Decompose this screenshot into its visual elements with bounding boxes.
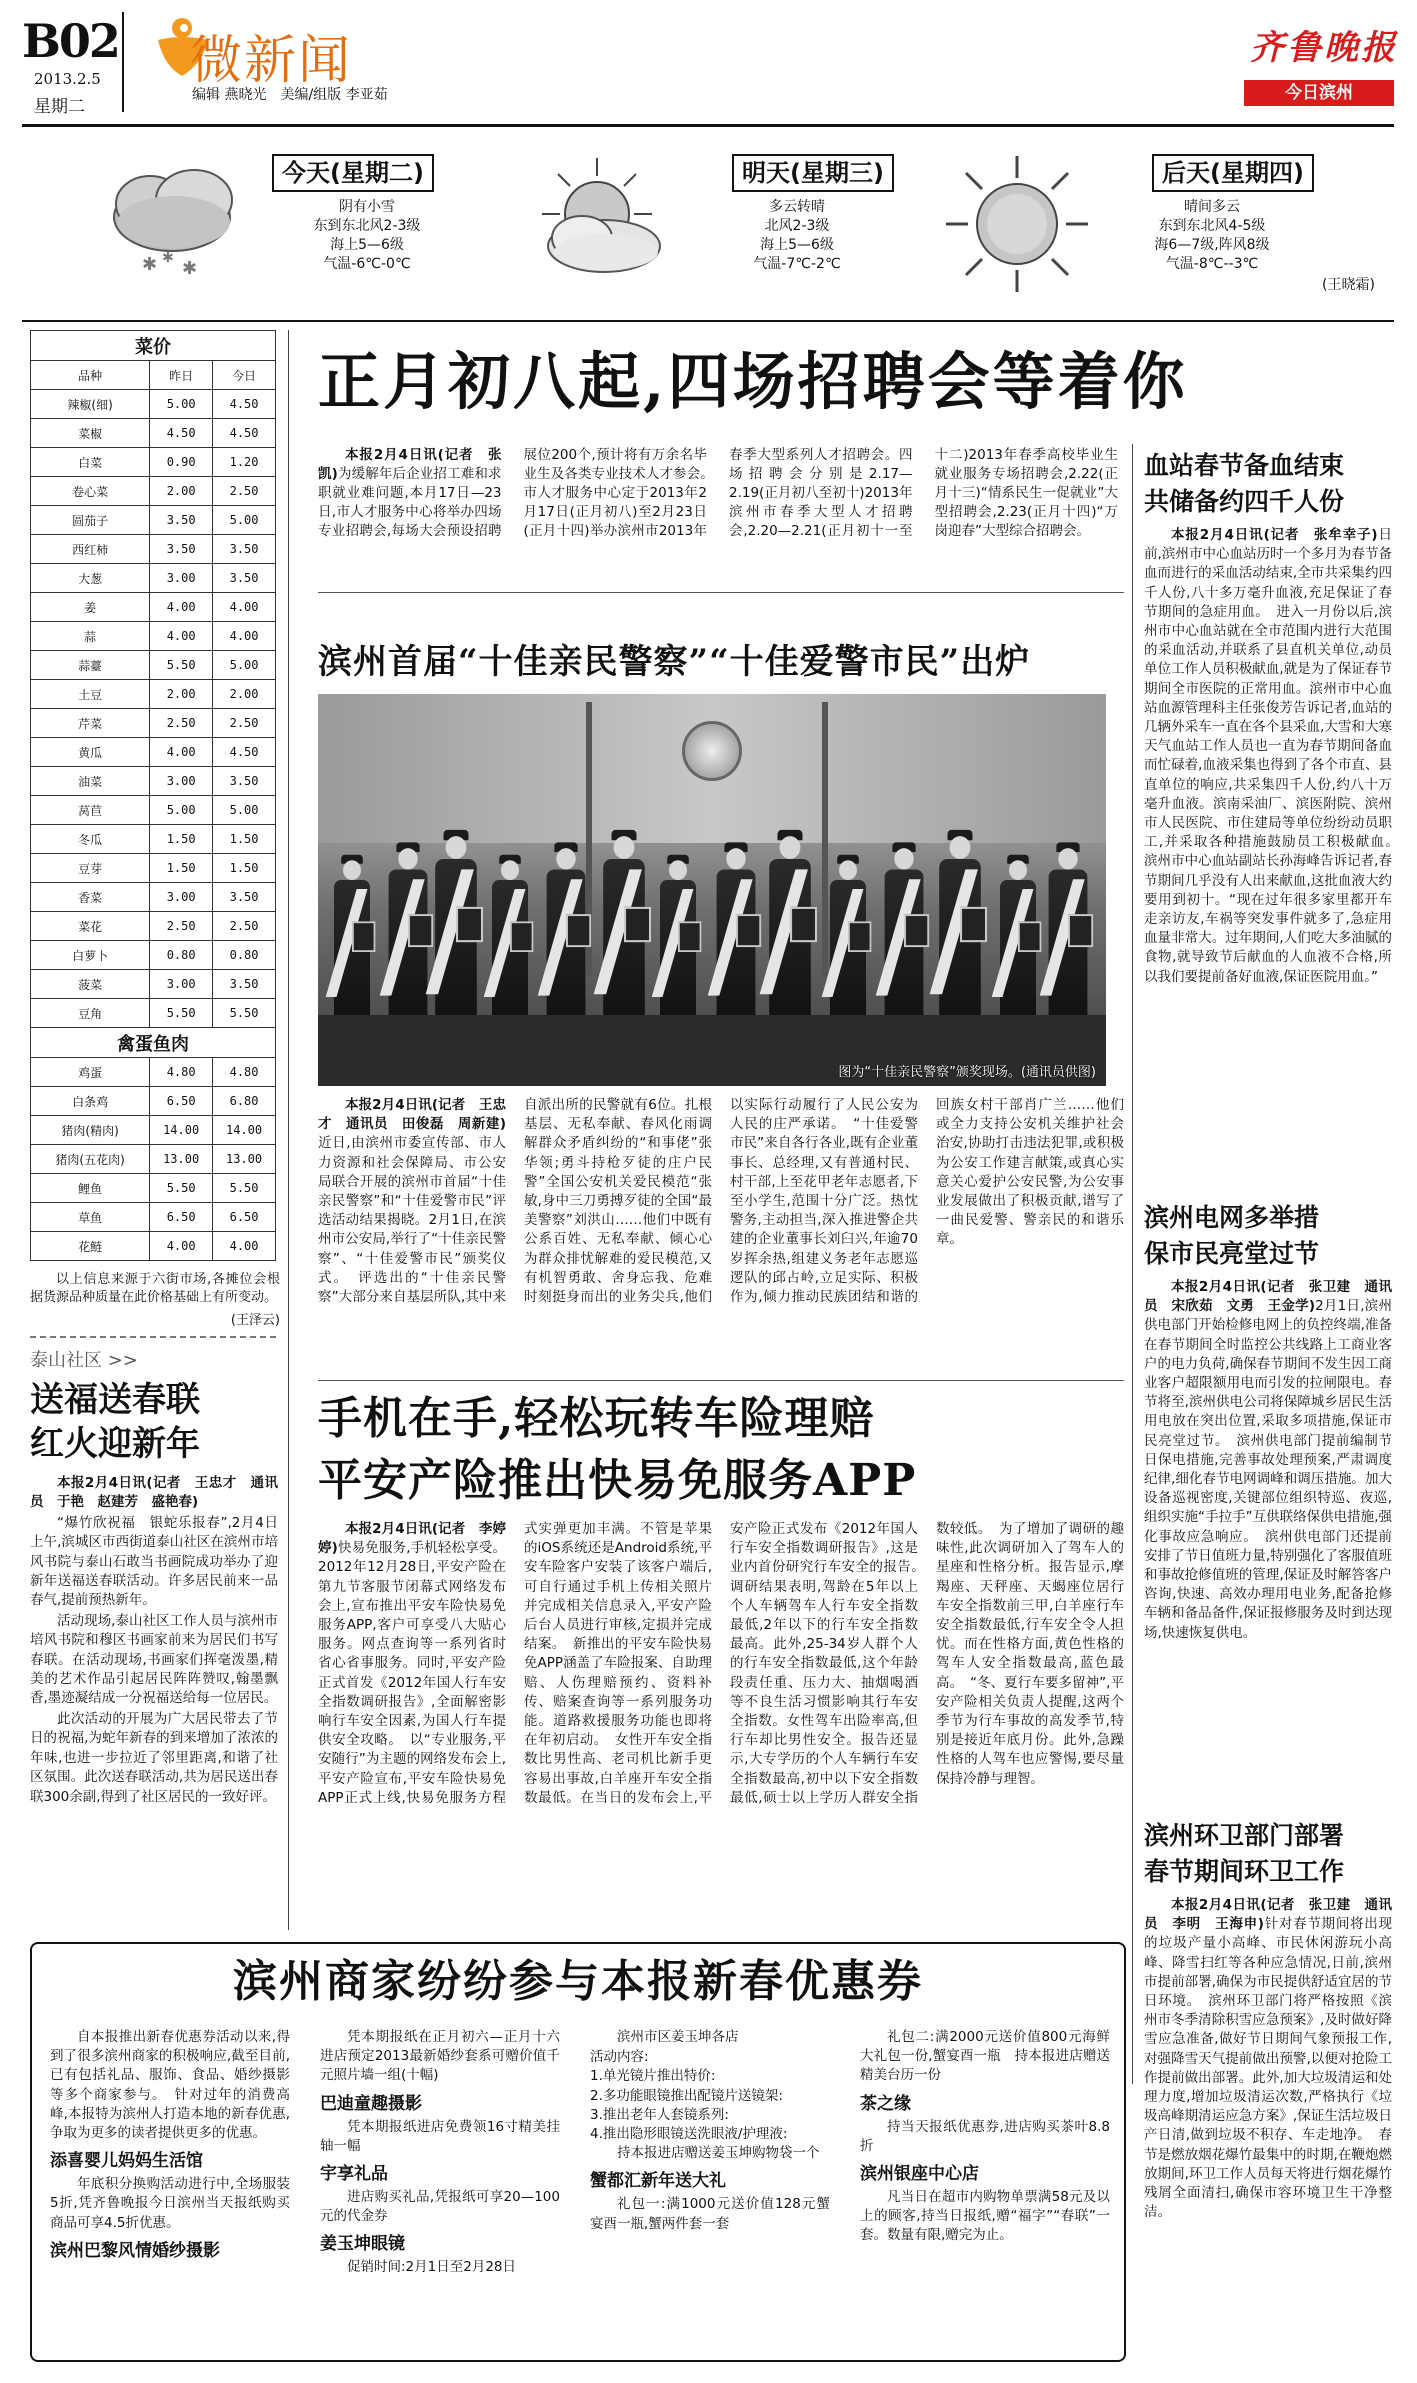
- paper-name: 齐鲁晚报: [1250, 28, 1398, 68]
- price-item-name: 鲤鱼: [31, 1174, 150, 1203]
- weather-day-2-title: 明天(星期三): [732, 154, 894, 192]
- price-row: [31, 448, 276, 477]
- sun-icon: [942, 154, 1092, 298]
- shop-title: 姜玉坤眼镜: [320, 2234, 405, 2255]
- price-item-name: 蒜: [31, 622, 150, 651]
- price-item-name: 菜椒: [31, 419, 150, 448]
- price-row: [31, 912, 276, 941]
- price-row: [31, 651, 276, 680]
- price-row: [31, 535, 276, 564]
- police-body: [318, 1096, 1124, 1378]
- weather-day-2-line: 多云转晴: [769, 199, 825, 215]
- insurance-text: 快易免服务,手机轻松享受。2012年12月28日,平安产险在第九节客服节闭幕式网络发布会上,宣布推出平安车险快易免服务APP,客户可享受八大贴心服务。网点查询等一系列省时省心省事服务。同时,平安产险正式首发《2012年国人行车安全指数调研报告》,全面解密影响行车安全因素,为国人行车提供安全攻略。 以“专业服务,平安随行”为主题的网络发布会上,平安产险宣布,平安车险快易免APP正式上线,快易免服务方程式实弹更加丰满。不管是苹果的iOS系统还是Android系统,平安车险客户安装了该客户端后,可自行通过手机上传相关照片并完成相关信息录入,平安产险后台人员进行审核,定损并完成结案。 新推出的平安车险快易免APP涵盖了车险报案、自助理赔、人伤理赔预约、资料补传、赔案查询等一系列服务功能。道路救援服务功能也即将在年初启动。 女性开车安全指数比男性高、老司机比新手更容易出事故,白羊座开车安全指数最低。在当日的发布会上,平安产险正式发布《2012年国人行车安全指数调研报告》,这是业内首份研究行车安全的报告。 调研结果表明,驾龄在5年以上个人车辆驾车人行车安全指数最低,2年以下的行车安全指数最高。此外,25-34岁人群个人的行车安全指数最低,这个年龄段责任重、压力大、抽烟喝酒等不良生活习惯影响其行车安全指数。女性驾车出险率高,但行车却比男性安全。报告还显示,大专学历的个人车辆行车安全指数最高,初中以下安全指数最低,硕士以上学历人群安全指数较低。 为了增加了调研的趣味性,此次调研加入了驾车人的星座和性格分析。报告显示,摩羯座、天秤座、天蝎座位居行车安全指数前三甲,白羊座行车安全指数最低,行车安全令人担忧。而在性格方面,黄色性格的驾车人安全指数最高,蓝色最高。 “冬、夏行车要多留神”,平安产险相关负责人提醒,这两个季节为行车事故的高发季节,特别是接近年底月份。此外,急躁性格的人驾车也应警惕,要尽量保持冷静与理智。: [318, 1521, 1124, 1806]
- price-yesterday: 3.00: [150, 970, 213, 999]
- price-yesterday: 6.50: [150, 1203, 213, 1232]
- shop-offer: 进店购买礼品,凭报纸可享20—100元的代金券: [320, 2189, 560, 2225]
- insurance-body: [318, 1520, 1124, 1932]
- price-yesterday: 5.00: [150, 390, 213, 419]
- price-item-name: 冬瓜: [31, 825, 150, 854]
- weather-day-2-line: 海上5—6级: [760, 237, 834, 253]
- shop-title: 添喜婴儿妈妈生活馆: [50, 2151, 203, 2172]
- coupon-ad-box: [30, 1942, 1126, 2362]
- jobs-rule: [318, 592, 1124, 593]
- police-rule: [318, 1380, 1124, 1381]
- price-today: 3.50: [213, 535, 276, 564]
- price-item-name: 豆角: [31, 999, 150, 1028]
- header-divider: [122, 12, 124, 112]
- weather-day-2-line: 气温-7℃-2℃: [753, 256, 841, 272]
- coupon-ad-intro: 自本报推出新春优惠券活动以来,得到了很多滨州商家的积极响应,截至目前,已有包括礼品、服饰、食品、婚纱摄影等多个商家参与。 针对过年的消费高峰,本报特为滨州人打造本地的新春优惠,争取为更多的读者提供更多的优惠。: [50, 2029, 290, 2142]
- community-paragraph: “爆竹欣祝福 银蛇乐报春”,2月4日上午,滨城区市西街道泰山社区在滨州市培风书院与泰山石敢当书画院成功举办了迎新年送福送春联活动。许多居民前来一品春气,提前预热新年。: [30, 1514, 278, 1609]
- coupon-ad-col-3: [590, 2028, 830, 2235]
- shop-title: 滨州银座中心店: [860, 2164, 979, 2185]
- price-row: [31, 419, 276, 448]
- price-today: 5.50: [213, 999, 276, 1028]
- price-item-name: 香菜: [31, 883, 150, 912]
- price-credit: (王泽云): [230, 1313, 280, 1328]
- sanitation-headline-line2: 春节期间环卫工作: [1144, 1857, 1345, 1886]
- offer-item: 1.单光镜片推出特价:: [590, 2068, 716, 2085]
- price-row: [31, 767, 276, 796]
- shop-offer: 年底积分换购活动进行中,全场服装5折,凭齐鲁晚报今日滨州当天报纸购买商品可享4.5折优惠。: [50, 2176, 290, 2231]
- price-row: [31, 1145, 276, 1174]
- coupon-ad-headline: 滨州商家纷纷参与本报新春优惠券: [233, 1956, 923, 2007]
- price-yesterday: 5.50: [150, 999, 213, 1028]
- price-today: 2.50: [213, 709, 276, 738]
- photo-person: [603, 830, 645, 1015]
- svg-text:✱: ✱: [162, 250, 174, 266]
- price-item-name: 猪肉(五花肉): [31, 1145, 150, 1174]
- price-row: [31, 1116, 276, 1145]
- photo-person: [492, 855, 528, 1015]
- price-today: 3.50: [213, 564, 276, 593]
- shop-offer: 凡当日在超市内购物单票满58元及以上的顾客,持当日报纸,赠“福字”“春联”一套。数量有限,赠完为止。: [860, 2189, 1110, 2244]
- price-row: [31, 622, 276, 651]
- header-rule: [22, 124, 1394, 127]
- insurance-byline: 本报2月4日讯(记者 李婷婷): [318, 1521, 506, 1557]
- photo-person: [1049, 843, 1088, 1016]
- price-today: 5.50: [213, 1174, 276, 1203]
- shop-title: 蟹都汇新年送大礼: [590, 2171, 726, 2192]
- price-row: [31, 477, 276, 506]
- snow-cloud-icon: [102, 162, 252, 286]
- blood-story: [1144, 448, 1406, 988]
- price-row: [31, 1087, 276, 1116]
- price-table-block: [30, 330, 280, 1328]
- price-item-name: 白菜: [31, 448, 150, 477]
- blood-headline-line2: 共储备约四千人份: [1144, 487, 1345, 516]
- price-yesterday: 3.50: [150, 535, 213, 564]
- offer-item: 2.多功能眼镜推出配镜片送镜架:: [590, 2087, 783, 2104]
- community-paragraph: 此次活动的开展为广大居民带去了节日的祝福,为蛇年新春的到来增加了浓浓的年味,也进一步拉近了邻里距离,和谐了社区氛围。此次送春联活动,共为居民送出春联300余副,得到了社区居民的一致好评。: [30, 1710, 278, 1805]
- community-byline: 本报2月4日讯(记者 王忠才 通讯员 于艳 赵建芳 盛艳春): [30, 1475, 278, 1511]
- shop-offer: 滨州市区姜玉坤各店: [617, 2029, 739, 2045]
- sanitation-text: 针对春节期间将出现的垃圾产量小高峰、市民休闲游玩小高峰、降雪扫红等各种应急情况,日前,滨州市提前部署,确保为市民提供舒适宜居的节日环境。 滨州环卫部门将严格按照《滨州市冬季清除积雪应急预案》,及时做好降雪应急准备,做好节日期间气象预报工作,对强降雪天气提前做出预警,以便对抢险工作提前做出部署。此外,加大垃圾清运和处理力度,增加垃圾清运次数,严格执行《垃圾高峰期清运应急方案》,保证生活垃圾日产日清,做到垃圾不积存、车走地净。 春节是燃放烟花爆竹最集中的时期,在鞭炮燃放期间,环卫工作人员每天将进行烟花爆竹残屑全面清扫,确保市容环境卫生干净整洁。: [1144, 1916, 1393, 2221]
- price-yesterday: 4.00: [150, 738, 213, 767]
- shop-offer: 促销时间:2月1日至2月28日: [347, 2259, 516, 2276]
- price-note: 以上信息来源于六街市场,各摊位会根据货源品种质量在此价格基础上有所变动。: [30, 1272, 280, 1305]
- price-today: 3.50: [213, 970, 276, 999]
- shop-title: 宇享礼品: [320, 2164, 388, 2185]
- price-today: 5.00: [213, 506, 276, 535]
- price-today: 5.00: [213, 651, 276, 680]
- photo-person: [547, 843, 586, 1016]
- price-today: 2.50: [213, 477, 276, 506]
- price-row: [31, 680, 276, 709]
- price-yesterday: 4.50: [150, 419, 213, 448]
- price-today: 4.50: [213, 419, 276, 448]
- power-byline: 本报2月4日讯(记者 张卫建 通讯员 宋欣茹 文勇 王金学): [1144, 1279, 1392, 1315]
- weather-credit: (王晓霜): [1322, 277, 1375, 293]
- sanitation-story: [1144, 1818, 1392, 2223]
- weather-day-1-title: 今天(星期二): [272, 154, 434, 192]
- left-separator: [30, 1336, 276, 1338]
- page-code: B02: [22, 14, 119, 68]
- price-today: 3.50: [213, 767, 276, 796]
- price-item-name: 西红柿: [31, 535, 150, 564]
- price-item-name: 花鲢: [31, 1232, 150, 1261]
- price-yesterday: 0.90: [150, 448, 213, 477]
- shop-offer: 礼包二:满2000元送价值800元海鲜大礼包一份,蟹宴酉一瓶 持本报进店赠送精美台历一份: [860, 2029, 1110, 2084]
- price-row: [31, 825, 276, 854]
- price-row: [31, 970, 276, 999]
- shop-offer: 礼包一:满1000元送价值128元蟹宴酉一瓶,蟹两件套一套: [590, 2196, 830, 2232]
- weather-day-3-line: 东到东北风4-5级: [1158, 218, 1266, 234]
- price-item-name: 油菜: [31, 767, 150, 796]
- price-today: 4.00: [213, 1232, 276, 1261]
- price-today: 4.00: [213, 622, 276, 651]
- photo-person: [830, 855, 866, 1015]
- price-today: 1.50: [213, 854, 276, 883]
- police-text: 近日,由滨州市委宣传部、市人力资源和社会保障局、市公安局联合开展的滨州市首届“十佳亲民警察”和“十佳爱警市民”评选活动结果揭晓。2月1日,在滨州市公安局,举行了“十佳亲民警察”、“十佳爱警市民”颁奖仪式。 评选出的“十佳亲民警察”大部分来自基层所队,其中来自派出所的民警就有6位。扎根基层、无私奉献、春风化雨调解群众矛盾纠纷的“和事佬”张华领;勇斗持枪歹徒的庄户民警”全国公安机关爱民模范“张敏,身中三刀勇搏歹徒的全国“最美警察”刘洪山……他们中既有公系百姓、无私奉献、倾心心为群众排忧解难的爱民模范,又有机智勇敢、舍身忘我、危难时刻挺身而出的业务尖兵,他们以实际行动履行了人民公安为人民的庄严承诺。 “十佳爱警市民”来自各行各业,既有企业董事长、总经理,又有普通村民、村干部,上至花甲老年志愿者,下至小学生,范围十分广泛。热忱警务,主动担当,深入推进警企共建的企业董事长刘臼兴,年逾70岁挥余热,组建义务老年志愿巡逻队的邱占岭,立足实际、积极作为,倾力推动民族团结和谐的回族女村干部肖广兰……他们或全力支持公安机关维护社会治安,协助打击违法犯罪,或积极为公安工作建言献策,或真心实意关心爱护公安民警,为公安事业发展做出了积极贡献,谱写了一曲民爱警、警亲民的和谐乐章。: [318, 1097, 1124, 1306]
- photo-person: [769, 830, 811, 1015]
- price-yesterday: 2.50: [150, 912, 213, 941]
- price-yesterday: 3.00: [150, 767, 213, 796]
- price-item-name: 菠菜: [31, 970, 150, 999]
- price-row: [31, 941, 276, 970]
- weather-day-1-line: 海上5—6级: [330, 237, 404, 253]
- offer-item: 持本报进店赠送姜玉坤购物袋一个: [617, 2145, 820, 2162]
- price-item-name: 圆茄子: [31, 506, 150, 535]
- price-table-meat-title: 禽蛋鱼肉: [31, 1028, 276, 1058]
- price-today: 6.80: [213, 1087, 276, 1116]
- community-label: 泰山社区 >>: [30, 1350, 138, 1371]
- price-table: [30, 330, 276, 1261]
- price-yesterday: 5.50: [150, 651, 213, 680]
- power-story: [1144, 1200, 1392, 1644]
- price-item-name: 姜: [31, 593, 150, 622]
- price-today: 13.00: [213, 1145, 276, 1174]
- price-table-header: [31, 361, 276, 390]
- weather-day-1-line: 阴有小雪: [339, 199, 395, 215]
- jobs-body: [318, 446, 1118, 586]
- right-column-rule: [1132, 444, 1133, 2084]
- power-text: 2月1日,滨州供电部门开始检修电网上的负控终端,准备在春节期间全时监控公共线路上工商业客户的电力负荷,确保春节期间不发生因工商业客户超限额用电而引发的拉闸限电。春节将至,滨州供电公司将保障城乡居民生活用电放在突出位置,采取多项措施,保证市民亮堂过节。 滨州供电部门提前编制节日保电措施,完善事故处理预案,严肃调度纪律,细化春节电网调峰和调压措施。加大设备巡视密度,关键部位组织特巡、夜巡,组织实施“手拉手”互供联络保供电措施,强化事故应急响应。 滨州供电部门还提前安排了节日值班力量,特别强化了客服值班和事故抢修值班的管理,保证及时解答客户咨询,快速、高效办理用电业务,配备抢修车辆和备品备件,保证报修服务及时到达现场,快速恢复供电。: [1144, 1298, 1392, 1641]
- insurance-headline-line1: 手机在手,轻松玩转车险理赔: [318, 1393, 875, 1444]
- price-yesterday: 1.50: [150, 825, 213, 854]
- price-row: [31, 854, 276, 883]
- shop-title: 茶之缘: [860, 2093, 911, 2114]
- price-row: [31, 999, 276, 1028]
- price-item-name: 辣椒(细): [31, 390, 150, 419]
- price-row: [31, 1058, 276, 1087]
- weather-strip: [22, 130, 1394, 318]
- price-yesterday: 14.00: [150, 1116, 213, 1145]
- price-row: [31, 1174, 276, 1203]
- price-item-name: 草鱼: [31, 1203, 150, 1232]
- price-today: 1.20: [213, 448, 276, 477]
- price-today: 2.00: [213, 680, 276, 709]
- price-today: 4.50: [213, 390, 276, 419]
- price-item-name: 土豆: [31, 680, 150, 709]
- photo-person: [435, 830, 477, 1015]
- price-yesterday: 5.00: [150, 796, 213, 825]
- left-column-rule: [288, 330, 289, 1930]
- price-today: 14.00: [213, 1116, 276, 1145]
- price-yesterday: 13.00: [150, 1145, 213, 1174]
- weather-day-3: [942, 154, 1392, 304]
- issue-date: 2013.2.5: [34, 70, 101, 88]
- price-item-name: 豆芽: [31, 854, 150, 883]
- price-table-title: 菜价: [31, 331, 276, 361]
- shop-offer: 持当天报纸优惠券,进店购买茶叶8.8折: [860, 2118, 1110, 2154]
- price-item-name: 白条鸡: [31, 1087, 150, 1116]
- price-today: 0.80: [213, 941, 276, 970]
- issue-weekday: 星期二: [34, 97, 85, 117]
- weather-rule: [22, 320, 1394, 322]
- price-yesterday: 3.00: [150, 564, 213, 593]
- price-yesterday: 0.80: [150, 941, 213, 970]
- weather-day-1-line: 东到东北风2-3级: [313, 218, 421, 234]
- community-title-line2: 红火迎新年: [30, 1424, 200, 1464]
- price-today: 4.50: [213, 738, 276, 767]
- partly-sunny-icon: [522, 154, 672, 288]
- price-yesterday: 6.50: [150, 1087, 213, 1116]
- price-item-name: 蒜薹: [31, 651, 150, 680]
- price-yesterday: 3.00: [150, 883, 213, 912]
- weather-day-3-line: 海6—7级,阵风8级: [1154, 237, 1270, 253]
- photo-person: [334, 855, 370, 1015]
- price-item-name: 黄瓜: [31, 738, 150, 767]
- offer-item: 4.推出隐形眼镜送洗眼液/护理液:: [590, 2126, 788, 2143]
- power-headline-line1: 滨州电网多举措: [1144, 1203, 1320, 1232]
- community-paragraph: 活动现场,泰山社区工作人员与滨州市培风书院和穆区书画家前来为居民们书写春联。在活动现场,书画家们挥毫泼墨,精美的艺术作品引起居民阵阵赞叹,翰墨飘香,墨迹凝结成一分祝福送给每一位居民。: [30, 1612, 278, 1707]
- price-row: [31, 738, 276, 767]
- weather-day-3-line: 气温-8℃--3℃: [1165, 256, 1259, 272]
- coupon-ad-col-2: [320, 2028, 560, 2279]
- price-yesterday: 4.00: [150, 593, 213, 622]
- sanitation-byline: 本报2月4日讯(记者 张卫建 通讯员 李明 王海申): [1144, 1897, 1392, 1933]
- price-yesterday: 2.00: [150, 680, 213, 709]
- blood-headline-line1: 血站春节备血结束: [1144, 451, 1345, 480]
- price-item-name: 猪肉(精肉): [31, 1116, 150, 1145]
- section-title: 微新闻: [190, 31, 353, 91]
- price-yesterday: 2.00: [150, 477, 213, 506]
- price-today: 2.50: [213, 912, 276, 941]
- column-header: 今日: [213, 361, 276, 390]
- photo-person: [1000, 855, 1036, 1015]
- price-item-name: 大葱: [31, 564, 150, 593]
- photo-caption: 图为“十佳亲民警察”颁奖现场。(通讯员供图): [838, 1065, 1096, 1080]
- price-item-name: 白萝卜: [31, 941, 150, 970]
- photo-person: [389, 843, 428, 1016]
- shop-title: 巴迪童趣摄影: [320, 2093, 422, 2114]
- price-yesterday: 4.00: [150, 622, 213, 651]
- price-row: [31, 709, 276, 738]
- svg-text:✱: ✱: [182, 258, 198, 279]
- section-credits: 编辑 燕晓光 美编/组版 李亚茹: [192, 87, 388, 103]
- sanitation-headline-line1: 滨州环卫部门部署: [1144, 1821, 1345, 1850]
- price-row: [31, 564, 276, 593]
- photo-person: [717, 843, 756, 1016]
- photo-person: [885, 843, 924, 1016]
- insurance-headline-line2: 平安产险推出快易免服务APP: [318, 1455, 917, 1506]
- jobs-byline: 本报2月4日讯(记者 张凯): [318, 447, 502, 482]
- jobs-text: 为缓解年后企业招工难和求职就业难问题,本月17日—23日,市人才服务中心将举办四场专业招聘会,每场大会预设招聘展位200个,预计将有万余名毕业生及各类专业技术人才参会。 市人才服务中心定于2013年2月17日(正月初八)至2月23日(正月十四)举办滨州市2013年春季大型系列人才招聘会。四场招聘会分别是2.17—2.19(正月初八至初十)2013年滨州市春季大型人才招聘会,2.20—2.21(正月初十一至十二)2013年春季高校毕业生就业服务专场招聘会,2.22(正月十三)“情系民生一促就业”大型招聘会,2.23(正月十四)“万岗迎春”大型综合招聘会。: [318, 447, 1118, 539]
- police-headline: 滨州首届“十佳亲民警察”“十佳爱警市民”出炉: [318, 642, 1031, 682]
- coupon-ad-col-1: [50, 2028, 290, 2265]
- weather-day-3-title: 后天(星期四): [1152, 154, 1314, 192]
- weather-day-1: [102, 154, 522, 304]
- price-today: 6.50: [213, 1203, 276, 1232]
- price-yesterday: 2.50: [150, 709, 213, 738]
- price-yesterday: 4.80: [150, 1058, 213, 1087]
- price-item-name: 芹菜: [31, 709, 150, 738]
- price-row: [31, 883, 276, 912]
- weather-day-2-line: 北风2-3级: [764, 218, 830, 234]
- photo-person: [939, 830, 981, 1015]
- price-item-name: 莴苣: [31, 796, 150, 825]
- offer-item: 活动内容:: [590, 2049, 649, 2066]
- price-yesterday: 3.50: [150, 506, 213, 535]
- weather-day-1-line: 气温-6℃-0℃: [323, 256, 411, 272]
- column-header: 昨日: [150, 361, 213, 390]
- edition-badge: 今日滨州: [1244, 80, 1394, 106]
- blood-byline: 本报2月4日讯(记者 张牟幸子): [1171, 527, 1378, 543]
- price-yesterday: 4.00: [150, 1232, 213, 1261]
- price-today: 3.50: [213, 883, 276, 912]
- power-headline-line2: 保市民亮堂过节: [1144, 1239, 1320, 1268]
- weather-day-3-line: 晴间多云: [1184, 199, 1240, 215]
- price-today: 4.00: [213, 593, 276, 622]
- award-photo: [318, 694, 1106, 1086]
- offer-item: 3.推出老年人套镜系列:: [590, 2106, 729, 2123]
- shop-offer: 凭本期报纸在正月初六—正月十六进店预定2013最新婚纱套系可赠价值千元照片墙一组(十幅): [320, 2029, 560, 2084]
- price-yesterday: 1.50: [150, 854, 213, 883]
- price-today: 5.00: [213, 796, 276, 825]
- coupon-ad-col-4: [860, 2028, 1110, 2247]
- price-row: [31, 1203, 276, 1232]
- weather-day-2: [522, 154, 942, 304]
- column-header: 品种: [31, 361, 150, 390]
- price-item-name: 菜花: [31, 912, 150, 941]
- price-row: [31, 1232, 276, 1261]
- jobs-headline: 正月初八起,四场招聘会等着你: [318, 345, 1188, 418]
- community-story: [30, 1346, 278, 1808]
- price-row: [31, 390, 276, 419]
- price-row: [31, 796, 276, 825]
- community-title-line1: 送福送春联: [30, 1380, 200, 1420]
- police-byline: 本报2月4日讯(记者 王忠才 通讯员 田俊磊 周新建): [318, 1097, 506, 1133]
- price-row: [31, 506, 276, 535]
- price-item-name: 鸡蛋: [31, 1058, 150, 1087]
- blood-text: 日前,滨州市中心血站历时一个多月为春节备血而进行的采血活动结束,全市共采集约四千人份,八十多万毫升血液,充足保证了春节期间的急症用血。 进入一月份以后,滨州市中心血站就在全市范围内进行大范围的采血活动,并联系了县直机关单位,动员单位工作人员积极献血,就是为了保证春节期间全市医院的正常用血。滨州市中心血站血源管理科主任张俊芳告诉记者,血站的几辆外采车一直在各个县采血,大雪和大寒天气血站工作人员也一直为春节期间备血而忙碌着,血液采集也得到了各个市直、县直单位的响应,共采集四千人份,约八十万毫升血液。滨南采油厂、滨医附院、滨州市人民医院、市住建局等单位纷纷动员职工,并采取各种措施鼓励员工积极献血。 滨州市中心血站副站长孙海峰告诉记者,春节期间几乎没有人出来献血,这批血液大约要用到初十。“现在过年很多家里都开车走亲访友,车祸等突发事件就多了,急症用血量非常大。过年期间,人们吃大多油腻的食物,就导致节后献血的人血液不合格,所以我们要提前备好血液,保证医院用血。”: [1144, 527, 1406, 985]
- price-item-name: 卷心菜: [31, 477, 150, 506]
- price-row: [31, 593, 276, 622]
- price-today: 4.80: [213, 1058, 276, 1087]
- shop-title: 滨州巴黎风情婚纱摄影: [50, 2240, 220, 2261]
- price-yesterday: 5.50: [150, 1174, 213, 1203]
- price-today: 1.50: [213, 825, 276, 854]
- svg-text:✱: ✱: [142, 254, 158, 275]
- photo-person: [660, 855, 696, 1015]
- shop-offer: 凭本期报纸进店免费领16寸精美挂轴一幅: [320, 2118, 560, 2154]
